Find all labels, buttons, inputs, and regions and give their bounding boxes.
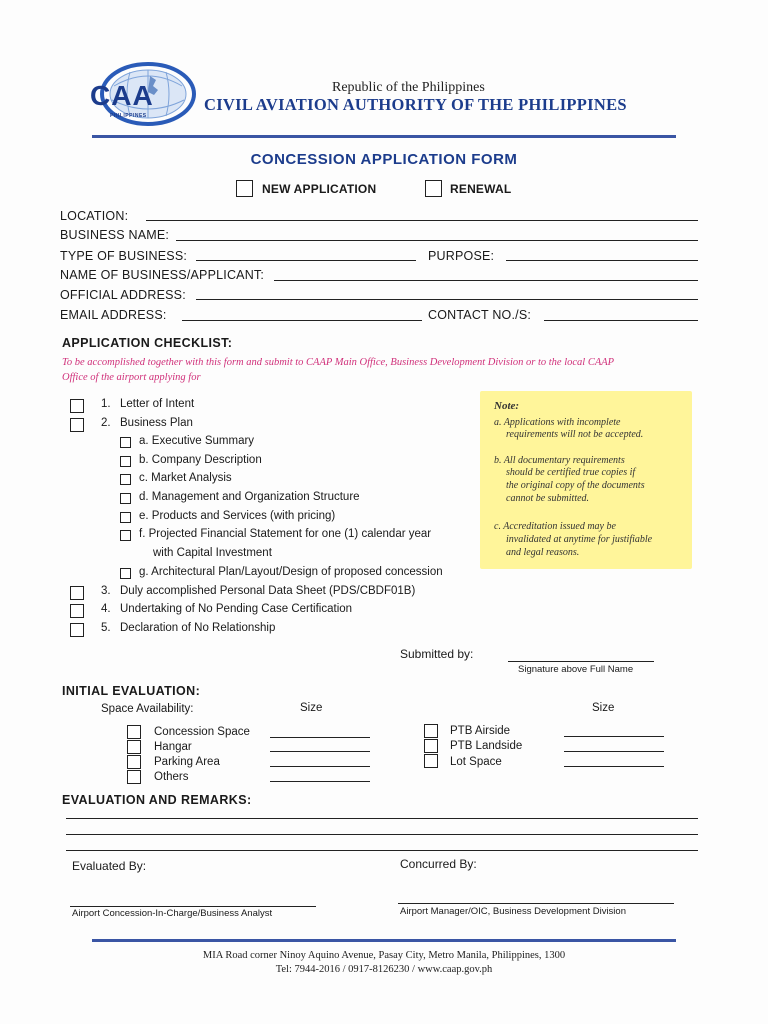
initial-evaluation-title: INITIAL EVALUATION: bbox=[62, 684, 201, 698]
ptb-airside-size-field[interactable] bbox=[564, 736, 664, 737]
checklist-item-number: 2. bbox=[101, 417, 111, 429]
note-c-line3: and legal reasons. bbox=[506, 547, 580, 558]
checklist-instruction-line1: To be accomplished together with this form and submit to CAAP Main Office, Business Development Division or to the local CAAP bbox=[62, 357, 615, 368]
purpose-label: PURPOSE: bbox=[428, 249, 495, 263]
hangar-size-field[interactable] bbox=[270, 751, 370, 752]
size-header-right: Size bbox=[592, 702, 615, 714]
new-application-label: NEW APPLICATION bbox=[262, 182, 377, 196]
lot-space-label: Lot Space bbox=[450, 756, 502, 768]
subitem-company-description: b. Company Description bbox=[139, 454, 262, 466]
note-title: Note: bbox=[494, 400, 520, 412]
others-size-field[interactable] bbox=[270, 781, 370, 782]
note-b-line2: should be certified true copies if bbox=[506, 467, 636, 478]
subitem-checkbox[interactable] bbox=[120, 512, 131, 523]
concession-space-size-field[interactable] bbox=[270, 737, 370, 738]
checklist-item-no-pending-case: Undertaking of No Pending Case Certification bbox=[120, 603, 353, 615]
concurrer-signature-field[interactable] bbox=[398, 903, 674, 904]
checklist-item-business-plan: Business Plan bbox=[120, 417, 193, 429]
type-of-business-label: TYPE OF BUSINESS: bbox=[60, 249, 188, 263]
note-a-line1: a. Applications with incomplete bbox=[494, 417, 621, 428]
renewal-checkbox[interactable] bbox=[425, 180, 442, 197]
concurred-by-label: Concurred By: bbox=[400, 857, 477, 871]
subitem-checkbox[interactable] bbox=[120, 530, 131, 541]
concurrer-caption: Airport Manager/OIC, Business Development Division bbox=[400, 906, 626, 917]
checklist-title: APPLICATION CHECKLIST: bbox=[62, 336, 233, 350]
renewal-label: RENEWAL bbox=[450, 182, 512, 196]
type-of-business-field[interactable] bbox=[196, 260, 416, 261]
hangar-checkbox[interactable] bbox=[127, 740, 141, 754]
applicant-label: NAME OF BUSINESS/APPLICANT: bbox=[60, 268, 265, 282]
checklist-item-number: 5. bbox=[101, 622, 111, 634]
evaluated-by-label: Evaluated By: bbox=[72, 859, 147, 873]
contact-label: CONTACT NO./S: bbox=[428, 308, 532, 322]
space-availability-label: Space Availability: bbox=[101, 703, 194, 715]
subitem-financial-statement: f. Projected Financial Statement for one (1) calendar year bbox=[139, 528, 432, 540]
checklist-item-number: 4. bbox=[101, 603, 111, 615]
concession-space-label: Concession Space bbox=[154, 726, 250, 738]
footer-contact: Tel: 7944-2016 / 0917-8126230 / www.caap.gov.ph bbox=[275, 964, 493, 975]
checklist-item-checkbox[interactable] bbox=[70, 586, 84, 600]
checklist-item-number: 1. bbox=[101, 398, 111, 410]
ptb-landside-size-field[interactable] bbox=[564, 751, 664, 752]
subitem-architectural-plan: g. Architectural Plan/Layout/Design of proposed concession bbox=[139, 566, 443, 578]
hangar-label: Hangar bbox=[154, 741, 192, 753]
lot-space-size-field[interactable] bbox=[564, 766, 664, 767]
business-name-field[interactable] bbox=[176, 240, 698, 241]
contact-field[interactable] bbox=[544, 320, 698, 321]
checklist-item-checkbox[interactable] bbox=[70, 399, 84, 413]
ptb-airside-label: PTB Airside bbox=[450, 725, 511, 737]
subitem-checkbox[interactable] bbox=[120, 437, 131, 448]
email-field[interactable] bbox=[182, 320, 422, 321]
agency-name: CIVIL AVIATION AUTHORITY OF THE PHILIPPINES bbox=[204, 95, 627, 114]
signature-caption: Signature above Full Name bbox=[518, 664, 634, 675]
subitem-executive-summary: a. Executive Summary bbox=[139, 435, 255, 447]
parking-area-size-field[interactable] bbox=[270, 766, 370, 767]
subitem-checkbox[interactable] bbox=[120, 568, 131, 579]
footer-rule bbox=[92, 939, 676, 942]
purpose-field[interactable] bbox=[506, 260, 698, 261]
remarks-line[interactable] bbox=[66, 834, 698, 835]
note-b-line1: b. All documentary requirements bbox=[494, 455, 625, 466]
note-b-line3: the original copy of the documents bbox=[506, 480, 645, 491]
checklist-item-checkbox[interactable] bbox=[70, 604, 84, 618]
subitem-checkbox[interactable] bbox=[120, 456, 131, 467]
logo-ring-text: PHILIPPINES bbox=[110, 113, 147, 119]
evaluator-caption: Airport Concession-In-Charge/Business Analyst bbox=[72, 908, 273, 919]
header-rule bbox=[92, 135, 676, 138]
subitem-market-analysis: c. Market Analysis bbox=[139, 472, 232, 484]
size-header-left: Size bbox=[300, 702, 323, 714]
signature-field[interactable] bbox=[508, 661, 654, 662]
official-address-field[interactable] bbox=[196, 299, 698, 300]
parking-area-checkbox[interactable] bbox=[127, 755, 141, 769]
remarks-line[interactable] bbox=[66, 818, 698, 819]
submitted-by-label: Submitted by: bbox=[400, 647, 474, 661]
ptb-airside-checkbox[interactable] bbox=[424, 724, 438, 738]
lot-space-checkbox[interactable] bbox=[424, 754, 438, 768]
applicant-field[interactable] bbox=[274, 280, 698, 281]
note-c-line1: c. Accreditation issued may be bbox=[494, 521, 616, 532]
logo-text: CAA bbox=[90, 80, 154, 111]
note-box bbox=[480, 391, 692, 569]
subitem-financial-statement-cont: with Capital Investment bbox=[153, 547, 272, 559]
footer-address: MIA Road corner Ninoy Aquino Avenue, Pasay City, Metro Manila, Philippines, 1300 bbox=[202, 950, 566, 961]
form-title: CONCESSION APPLICATION FORM bbox=[250, 151, 518, 168]
caap-logo bbox=[84, 56, 200, 128]
others-label: Others bbox=[154, 771, 189, 783]
email-label: EMAIL ADDRESS: bbox=[60, 308, 167, 322]
others-checkbox[interactable] bbox=[127, 770, 141, 784]
business-name-label: BUSINESS NAME: bbox=[60, 228, 170, 242]
new-application-checkbox[interactable] bbox=[236, 180, 253, 197]
official-address-label: OFFICIAL ADDRESS: bbox=[60, 288, 186, 302]
note-c-line2: invalidated at anytime for justifiable bbox=[506, 534, 653, 545]
concession-space-checkbox[interactable] bbox=[127, 725, 141, 739]
ptb-landside-label: PTB Landside bbox=[450, 740, 523, 752]
checklist-item-no-relationship: Declaration of No Relationship bbox=[120, 622, 276, 634]
subitem-checkbox[interactable] bbox=[120, 493, 131, 504]
location-label: LOCATION: bbox=[60, 209, 129, 223]
checklist-item-personal-data-sheet: Duly accomplished Personal Data Sheet (PDS/CBDF01B) bbox=[120, 585, 416, 597]
republic-line: Republic of the Philippines bbox=[332, 80, 485, 95]
subitem-management-structure: d. Management and Organization Structure bbox=[139, 491, 360, 503]
evaluator-signature-field[interactable] bbox=[70, 906, 316, 907]
parking-area-label: Parking Area bbox=[154, 756, 220, 768]
remarks-line[interactable] bbox=[66, 850, 698, 851]
note-a-line2: requirements will not be accepted. bbox=[506, 429, 644, 440]
checklist-instruction-line2: Office of the airport applying for bbox=[62, 372, 201, 383]
checklist-item-checkbox[interactable] bbox=[70, 418, 84, 432]
location-field[interactable] bbox=[146, 220, 698, 221]
note-b-line4: cannot be submitted. bbox=[506, 493, 590, 504]
subitem-checkbox[interactable] bbox=[120, 474, 131, 485]
checklist-item-number: 3. bbox=[101, 585, 111, 597]
checklist-item-checkbox[interactable] bbox=[70, 623, 84, 637]
subitem-products-services: e. Products and Services (with pricing) bbox=[139, 510, 336, 522]
checklist-item-letter-of-intent: Letter of Intent bbox=[120, 398, 195, 410]
ptb-landside-checkbox[interactable] bbox=[424, 739, 438, 753]
remarks-title: EVALUATION AND REMARKS: bbox=[62, 793, 252, 807]
